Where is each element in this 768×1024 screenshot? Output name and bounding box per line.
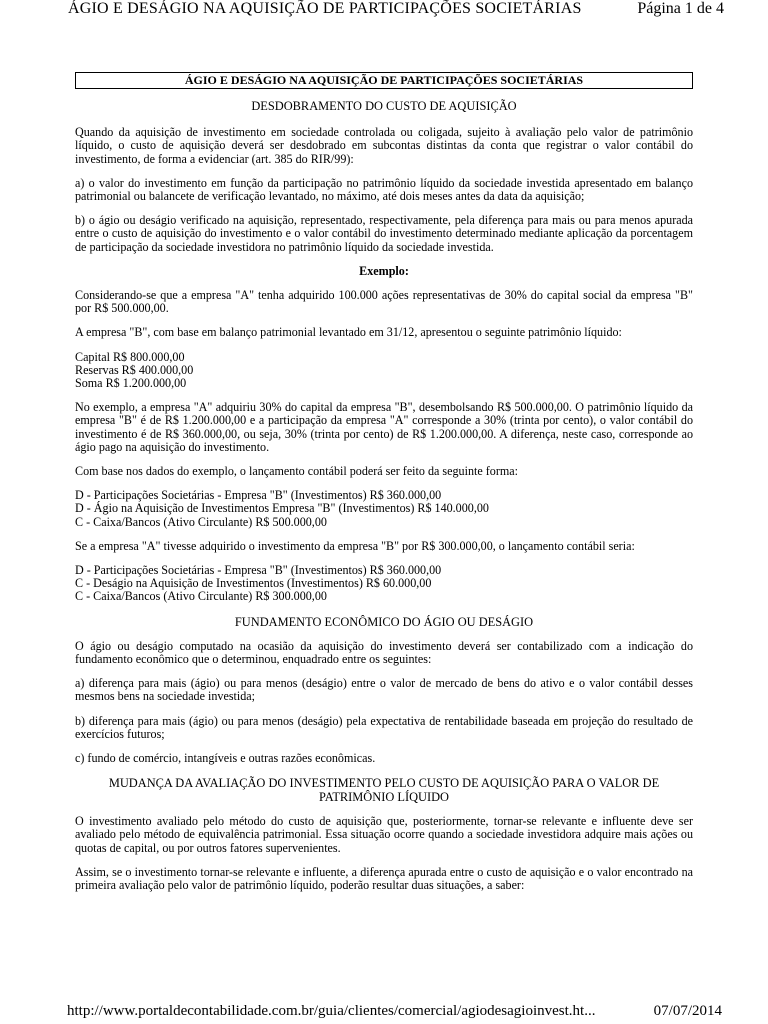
source-url: http://www.portaldecontabilidade.com.br/guia/clientes/comercial/agiodesagioinvest.ht...: [67, 1003, 596, 1019]
document-body: [75, 72, 693, 903]
print-header: [0, 0, 768, 24]
paragraph: O investimento avaliado pelo método do custo de aquisição que, posteriormente, tornar-se relevante e influente deve ser avaliado pelo método de equivalência patrimonial. Essa situação ocorre quando a sociedade investidora adquire mais ações ou quotas de capital, ou por outros fatores supervenientes.: [75, 814, 693, 855]
entry-line: D - Participações Societárias - Empresa "B" (Investimentos) R$ 360.000,00: [75, 563, 442, 578]
paragraph: c) fundo de comércio, intangíveis e outras razões econômicas.: [75, 750, 376, 765]
document-title: ÁGIO E DESÁGIO NA AQUISIÇÃO DE PARTICIPAÇÕES SOCIETÁRIAS: [75, 72, 693, 89]
equity-list: [75, 351, 693, 391]
accounting-entry-1: [75, 489, 693, 529]
section-heading-line: MUDANÇA DA AVALIAÇÃO DO INVESTIMENTO PELO CUSTO DE AQUISIÇÃO PARA O VALOR DE: [108, 776, 660, 791]
section-heading-mudanca: [75, 776, 693, 804]
entry-line: D - Ágio na Aquisição de Investimentos Empresa "B" (Investimentos) R$ 140.000,00: [75, 501, 489, 516]
entry-line: C - Caixa/Bancos (Ativo Circulante) R$ 300.000,00: [75, 589, 327, 604]
accounting-entry-2: [75, 564, 693, 604]
section-heading-desdobramento: DESDOBRAMENTO DO CUSTO DE AQUISIÇÃO: [251, 99, 517, 113]
equity-line: Capital R$ 800.000,00: [75, 349, 185, 364]
print-date: 07/07/2014: [653, 1003, 722, 1019]
paragraph: Com base nos dados do exemplo, o lançamento contábil poderá ser feito da seguinte forma:: [75, 464, 518, 479]
section-heading-fundamento: FUNDAMENTO ECONÔMICO DO ÁGIO OU DESÁGIO: [234, 614, 534, 629]
print-header-title: ÁGIO E DESÁGIO NA AQUISIÇÃO DE PARTICIPAÇÕES SOCIETÁRIAS: [68, 0, 582, 17]
paragraph: Assim, se o investimento tornar-se relevante e influente, a diferença apurada entre o custo de aquisição e o valor encontrado na primeira avaliação pelo valor de patrimônio líquido, poderão resultar duas situações, a saber:: [75, 864, 693, 892]
equity-line: Soma R$ 1.200.000,00: [75, 376, 187, 391]
paragraph: No exemplo, a empresa "A" adquiriu 30% do capital da empresa "B", desembolsando R$ 500.000,00. O patrimônio líquido da empresa "B" é de R$ 1.200.000,00 e a participação da empresa "A" corresponde a 30% (trinta por cento), o valor contábil do investimento é de R$ 360.000,00, ou seja, 30% (trinta por cento) de R$ 1.200.000,00. A diferença, neste caso, corresponde ao ágio pago na aquisição do investimento.: [75, 400, 693, 454]
paragraph: Se a empresa "A" tivesse adquirido o investimento da empresa "B" por R$ 300.000,00, o lançamento contábil seria:: [75, 538, 635, 553]
section-heading-line: PATRIMÔNIO LÍQUIDO: [319, 790, 449, 805]
paragraph: a) o valor do investimento em função da participação no patrimônio líquido da sociedade investida apresentado em balanço patrimonial ou balancete de verificação levantado, no máximo, até dois meses antes da data da aquisição;: [75, 175, 693, 204]
paragraph: O ágio ou deságio computado na ocasião da aquisição do investimento deverá ser contabilizado com a indicação do fundamento econômico que o determinou, enquadrado entre os seguintes:: [75, 638, 693, 666]
print-footer: [0, 1003, 768, 1023]
example-label: Exemplo:: [359, 263, 409, 278]
paragraph: A empresa "B", com base em balanço patrimonial levantado em 31/12, apresentou o seguinte patrimônio líquido:: [75, 325, 622, 340]
entry-line: C - Deságio na Aquisição de Investimentos (Investimentos) R$ 60.000,00: [75, 576, 432, 591]
paragraph: b) o ágio ou deságio verificado na aquisição, representado, respectivamente, pela diferença para mais ou para menos apurada entre o custo de aquisição do investimento e o valor contábil do investimento determinado mediante aplicação da porcentagem de participação da sociedade investidora no patrimônio líquido da sociedade investida.: [75, 213, 693, 254]
entry-line: D - Participações Societárias - Empresa "B" (Investimentos) R$ 360.000,00: [75, 488, 442, 503]
paragraph: Considerando-se que a empresa "A" tenha adquirido 100.000 ações representativas de 30% do capital social da empresa "B" por R$ 500.000,00.: [75, 288, 693, 316]
entry-line: C - Caixa/Bancos (Ativo Circulante) R$ 500.000,00: [75, 514, 327, 529]
paragraph: b) diferença para mais (ágio) ou para menos (deságio) pela expectativa de rentabilidade baseada em projeção do resultado de exercícios futuros;: [75, 713, 693, 741]
page-number: Página 1 de 4: [637, 0, 724, 17]
paragraph: Quando da aquisição de investimento em sociedade controlada ou coligada, sujeito à avaliação pelo valor de patrimônio líquido, o custo de aquisição deverá ser desdobrado em subcontas distintas da conta que registrar o valor contábil do investimento, de forma a evidenciar (art. 385 do RIR/99):: [75, 125, 693, 166]
equity-line: Reservas R$ 400.000,00: [75, 362, 194, 377]
paragraph: a) diferença para mais (ágio) ou para menos (deságio) entre o valor de mercado de bens do ativo e o valor contábil desses mesmos bens na sociedade investida;: [75, 676, 693, 704]
